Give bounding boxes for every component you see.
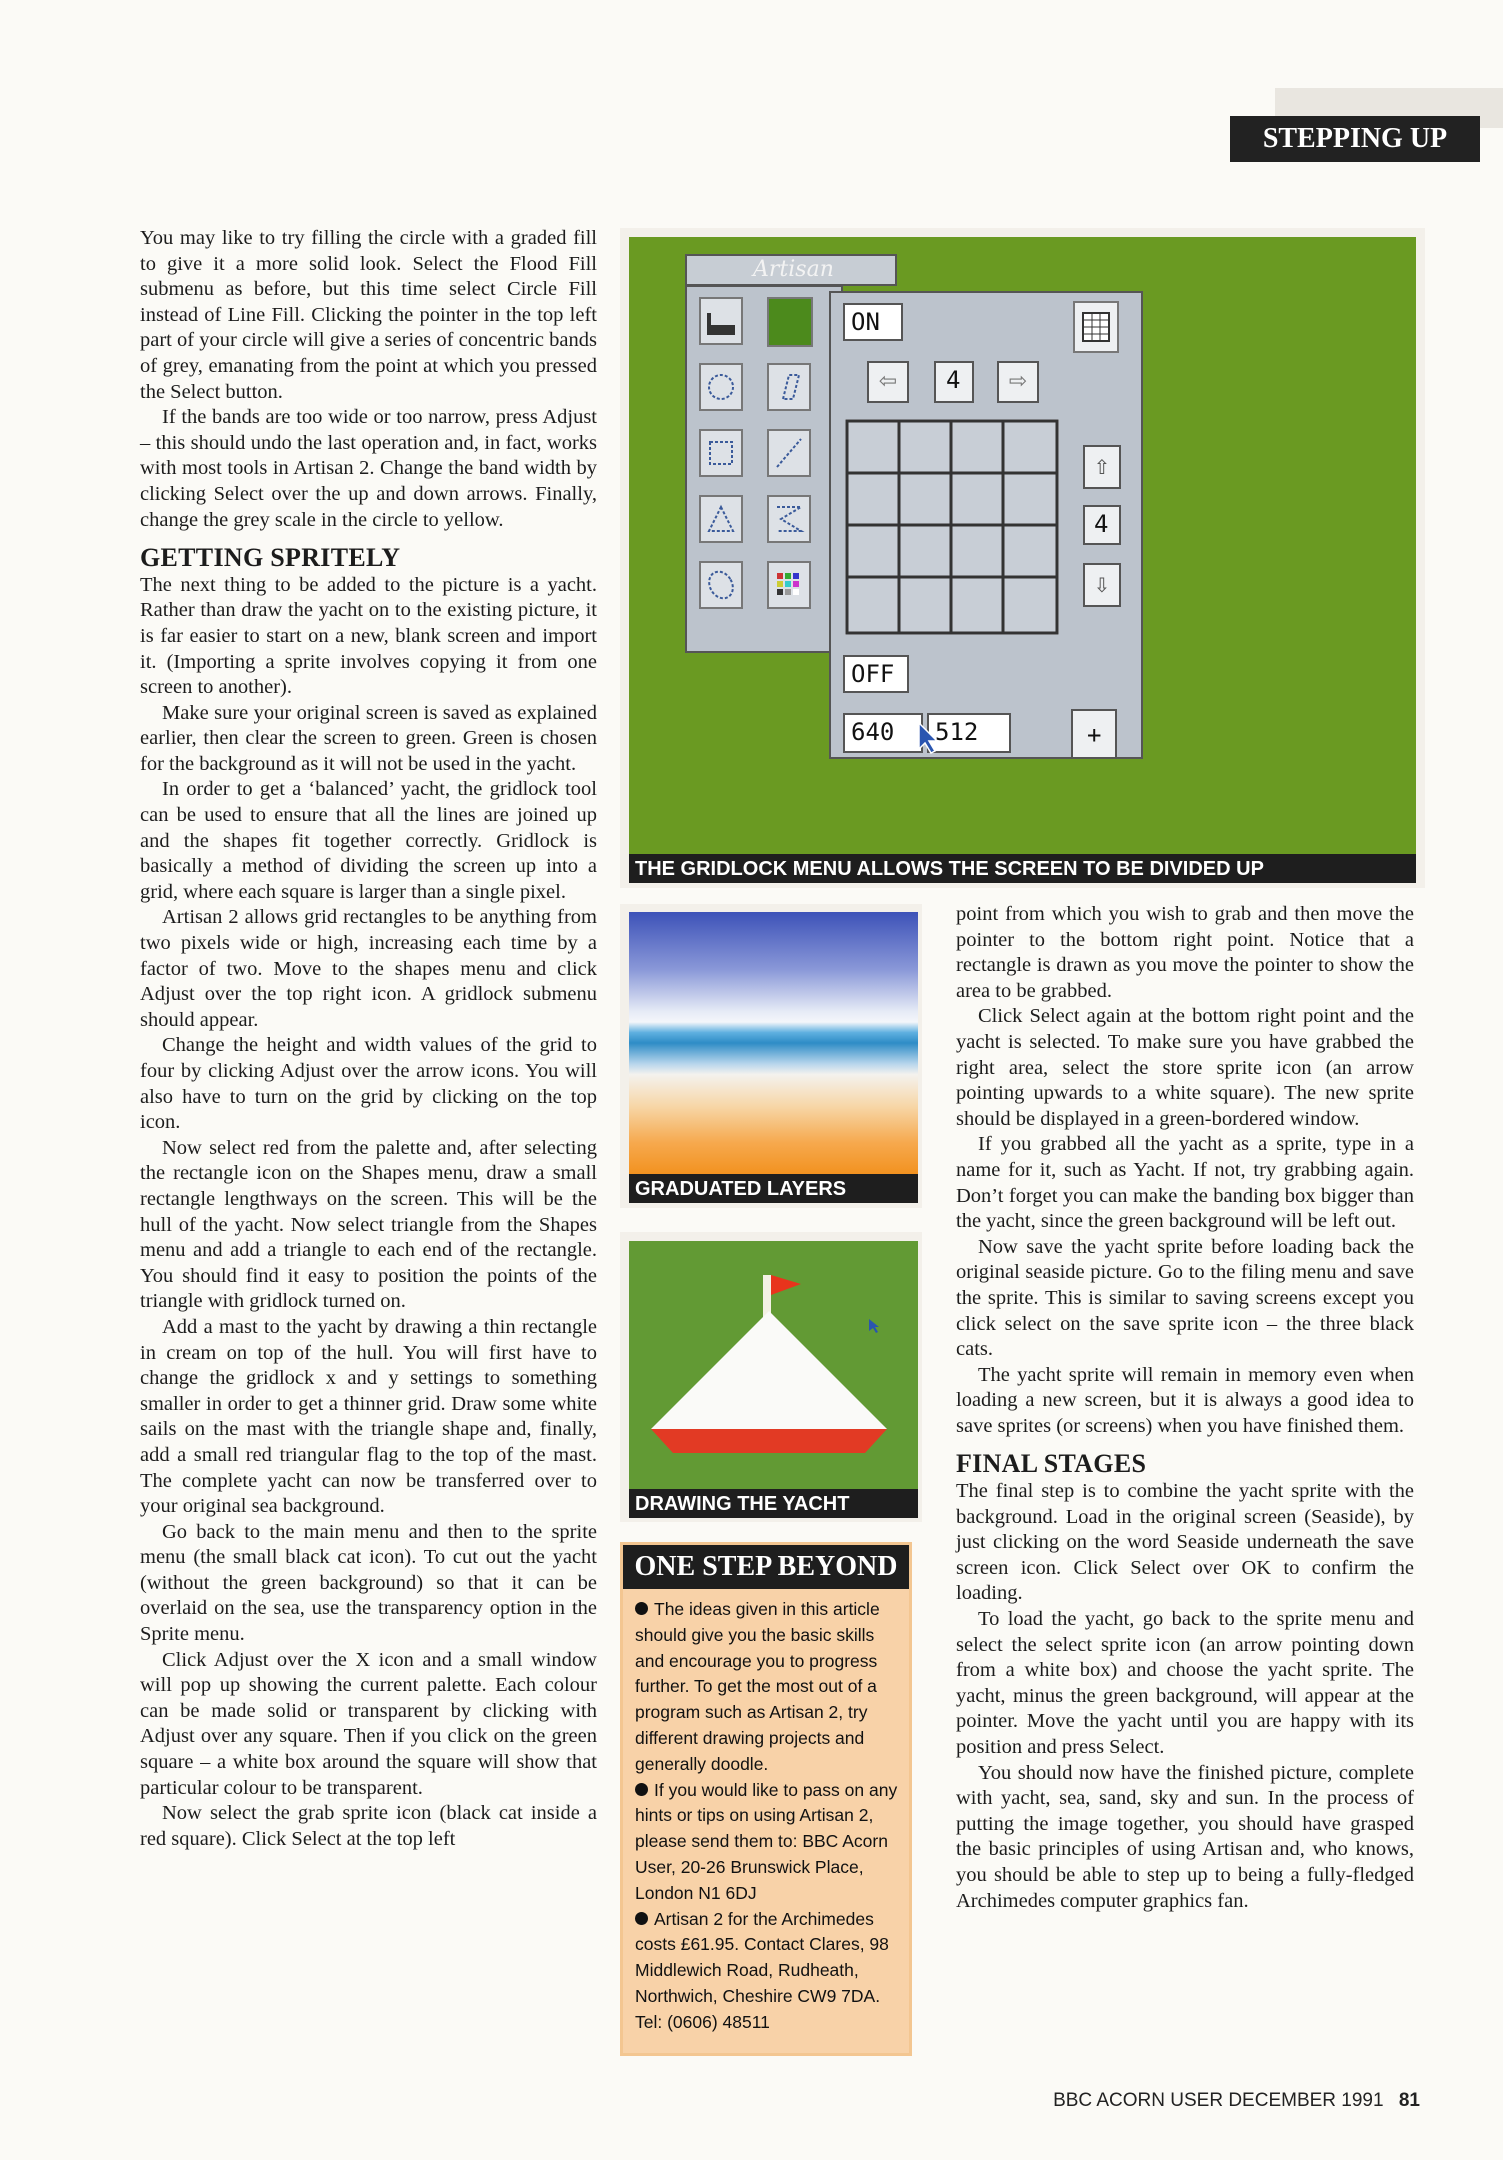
- down-arrow-icon[interactable]: ⇩: [1083, 563, 1121, 607]
- paragraph: Click Adjust over the X icon and a small window will pop up showing the current palette. Each colour can be made solid or transparent by clicking with Adjust over any square. Then if you click on the green square – a white box around the square will show that particular colour to be transparent.: [140, 1648, 597, 1799]
- paragraph: Make sure your original screen is saved as explained earlier, then clear the screen to green. Green is chosen for the background as it will not be used in the yacht.: [140, 701, 597, 775]
- grid-on-button[interactable]: ON: [843, 303, 903, 341]
- paragraph: point from which you wish to grab and then move the pointer to the bottom right point. Notice that a rectangle is drawn as you move the pointer to show the area to be grabbed.: [956, 903, 1414, 1002]
- window-title: Artisan: [753, 257, 834, 282]
- yacht-image: [629, 1241, 918, 1489]
- paragraph: Artisan 2 allows grid rectangles to be anything from two pixels wide or high, increasing each time by a factor of two. Move to the shapes menu and click Adjust over the top right icon. A gridlock submenu should appear.: [140, 906, 597, 1031]
- grid-off-button[interactable]: OFF: [843, 655, 909, 693]
- paragraph: In order to get a ‘balanced’ yacht, the gridlock tool can be used to ensure that all the lines are joined up and the shapes fit together correctly. Gridlock is basically a method of dividing the screen up into a grid, where each square is larger than a single pixel.: [140, 778, 597, 903]
- pointer-cursor-icon: [917, 721, 941, 760]
- figure-yacht: [620, 1232, 922, 1522]
- polyline-tool-icon[interactable]: [767, 495, 811, 543]
- figure-graduated-layers: [620, 904, 922, 1208]
- gridlock-tool-icon[interactable]: [767, 561, 811, 609]
- figure-caption: DRAWING THE YACHT: [629, 1489, 918, 1518]
- ellipse-tool-icon[interactable]: [699, 561, 743, 609]
- grid-preview: [845, 419, 1059, 635]
- page-number: 81: [1398, 2090, 1420, 2111]
- plus-button[interactable]: +: [1071, 709, 1117, 759]
- right-arrow-icon[interactable]: ⇨: [997, 361, 1039, 403]
- paragraph: Change the height and width values of the grid to four by clicking Adjust over the arrow icons. You will also have to turn on the grid by clicking on the top icon.: [140, 1034, 597, 1134]
- paragraph: You should now have the finished picture, complete with yacht, sea, sand, sky and sun. In the process of putting the image together, you should have grasped the basic principles of using Artisan and, who knows, you should be able to step up to being a fully-fledged Archimedes computer graphics fan.: [956, 1761, 1414, 1912]
- section-heading: GETTING SPRITELY: [140, 543, 401, 573]
- gradient-image: [629, 912, 918, 1174]
- paragraph: Now select the grab sprite icon (black cat inside a red square). Click Select at the top left: [140, 1802, 597, 1850]
- grid-menu-icon[interactable]: [1073, 301, 1119, 353]
- sidebar-item: [635, 1907, 899, 2036]
- paragraph: The yacht sprite will remain in memory even when loading a new screen, but it is always a good idea to save sprites (or screens) when you have finished them.: [956, 1363, 1414, 1437]
- paragraph: Now select red from the palette and, after selecting the rectangle icon on the Shapes menu, draw a small rectangle lengthways on the screen. This will be the hull of the yacht. Now select triangle from the Shapes menu and add a triangle to each end of the rectangle. You should find it easy to position the points of the triangle with gridlock turned on.: [140, 1136, 597, 1313]
- paragraph: You may like to try filling the circle with a graded fill to give it a more solid look. Select the Flood Fill submenu as before, but this time select Circle Fill instead of Line Fill. Clicking the pointer in the top left part of your circle will give a series of concentric bands of grey, emanating from the point at which you pressed the Select button.: [140, 227, 597, 403]
- bullet-icon: [635, 1783, 648, 1796]
- sidebar-item-text: Artisan 2 for the Archimedes costs £61.95. Contact Clares, 98 Middlewich Road, Rudheath, Northwich, Cheshire CW9 7DA. Tel: (0606) 48511: [635, 1908, 889, 2032]
- figure-caption: THE GRIDLOCK MENU ALLOWS THE SCREEN TO BE DIVIDED UP: [629, 854, 1416, 883]
- publication-line: BBC ACORN USER DECEMBER 1991: [1053, 2090, 1384, 2111]
- sidebar-title: ONE STEP BEYOND: [623, 1545, 909, 1589]
- hull: [651, 1429, 887, 1453]
- sail: [651, 1311, 887, 1429]
- line-tool-icon[interactable]: [767, 429, 811, 477]
- pointer: [869, 1319, 879, 1333]
- grid-y-value: 4: [1083, 505, 1121, 545]
- paragraph: The final step is to combine the yacht sprite with the background. Load in the original screen (Seaside), by just clicking on the word Seaside underneath the save screen icon. Click Select over OK to confirm the loading.: [956, 1480, 1414, 1605]
- bullet-icon: [635, 1912, 648, 1925]
- sidebar-item: [635, 1778, 899, 1907]
- sidebar-one-step-beyond: [620, 1542, 912, 2056]
- window-title-bar[interactable]: [685, 254, 897, 286]
- paragraph: Go back to the main menu and then to the sprite menu (the small black cat icon). To cut out the yacht (without the green background) so that it can be overlaid on the sea, use the transparency option in the Sprite menu.: [140, 1520, 597, 1646]
- rectangle-tool-icon[interactable]: [699, 429, 743, 477]
- flag: [771, 1275, 801, 1295]
- circle-tool-icon[interactable]: [699, 363, 743, 411]
- parallelogram-tool-icon[interactable]: [767, 363, 811, 411]
- paragraph: Add a mast to the yacht by drawing a thin rectangle in cream on top of the hull. You will first have to change the gridlock x and y settings to something smaller in order to get a thinner grid. Draw some white sails on the mast with the triangle shape and, finally, add a small red triangular flag to the top of the mast. The complete yacht can now be transferred over to your original sea background.: [140, 1315, 597, 1518]
- sidebar-item-text: If you would like to pass on any hints or tips on using Artisan 2, please send them to: BBC Acorn User, 20-26 Brunswick Place, London N1 6DJ: [635, 1779, 898, 1903]
- coord-x-field[interactable]: 640: [843, 713, 923, 753]
- paragraph: Now save the yacht sprite before loading back the original seaside picture. Go to the filing menu and save the sprite. This is similar to saving screens except you click select on the save sprite icon – the three black cats.: [956, 1235, 1414, 1361]
- bullet-icon: [635, 1602, 648, 1615]
- shapes-menu: [685, 285, 843, 653]
- coord-y-field[interactable]: 512: [927, 713, 1011, 753]
- figure-gridlock: [620, 228, 1425, 888]
- colour-swatch[interactable]: [767, 297, 813, 347]
- figure-caption: GRADUATED LAYERS: [629, 1174, 918, 1203]
- left-arrow-icon[interactable]: ⇦: [867, 361, 909, 403]
- grid-x-value: 4: [934, 361, 974, 403]
- paragraph: If the bands are too wide or too narrow, press Adjust – this should undo the last operation and, in fact, works with most tools in Artisan 2. Change the band width by clicking Select over the up and down arrows. Finally, change the grey scale in the circle to yellow.: [140, 406, 597, 531]
- article-column-1: [140, 226, 597, 1852]
- triangle-tool-icon[interactable]: [699, 495, 743, 543]
- green-screen: [629, 237, 1416, 858]
- sidebar-item-text: The ideas given in this article should give you the basic skills and encourage you to progress further. To get the most out of a program such as Artisan 2, try different drawing projects and generally doodle.: [635, 1599, 880, 1774]
- gridlock-submenu: [829, 291, 1143, 759]
- fill-tool-icon[interactable]: [699, 297, 743, 345]
- section-label: STEPPING UP: [1230, 116, 1480, 162]
- sidebar-item: [635, 1597, 899, 1778]
- article-column-3: [956, 902, 1414, 1914]
- paragraph: If you grabbed all the yacht as a sprite, type in a name for it, such as Yacht. If not, try grabbing again. Don’t forget you can make the banding box bigger than the yacht, since the green background will be left out.: [956, 1133, 1414, 1233]
- paragraph: Click Select again at the bottom right point and the yacht is selected. To make sure you have grabbed the right area, select the store sprite icon (an arrow pointing upwards to a white square). The new sprite should be displayed in a green-bordered window.: [956, 1005, 1414, 1130]
- up-arrow-icon[interactable]: ⇧: [1083, 445, 1121, 489]
- paragraph: The next thing to be added to the picture is a yacht. Rather than draw the yacht on to the existing picture, it is far easier to start on a new, blank screen and import it. (Importing a sprite involves copying it from one screen to another).: [140, 573, 597, 699]
- section-heading: FINAL STAGES: [956, 1449, 1147, 1479]
- sidebar-body: [623, 1589, 909, 2036]
- paragraph: To load the yacht, go back to the sprite menu and select the select sprite icon (an arrow pointing down from a white box) and choose the yacht sprite. The yacht, minus the green background, will appear at the pointer. Move the yacht until you are happy with its position and press Select.: [956, 1608, 1414, 1758]
- footer: [1000, 2090, 1420, 2120]
